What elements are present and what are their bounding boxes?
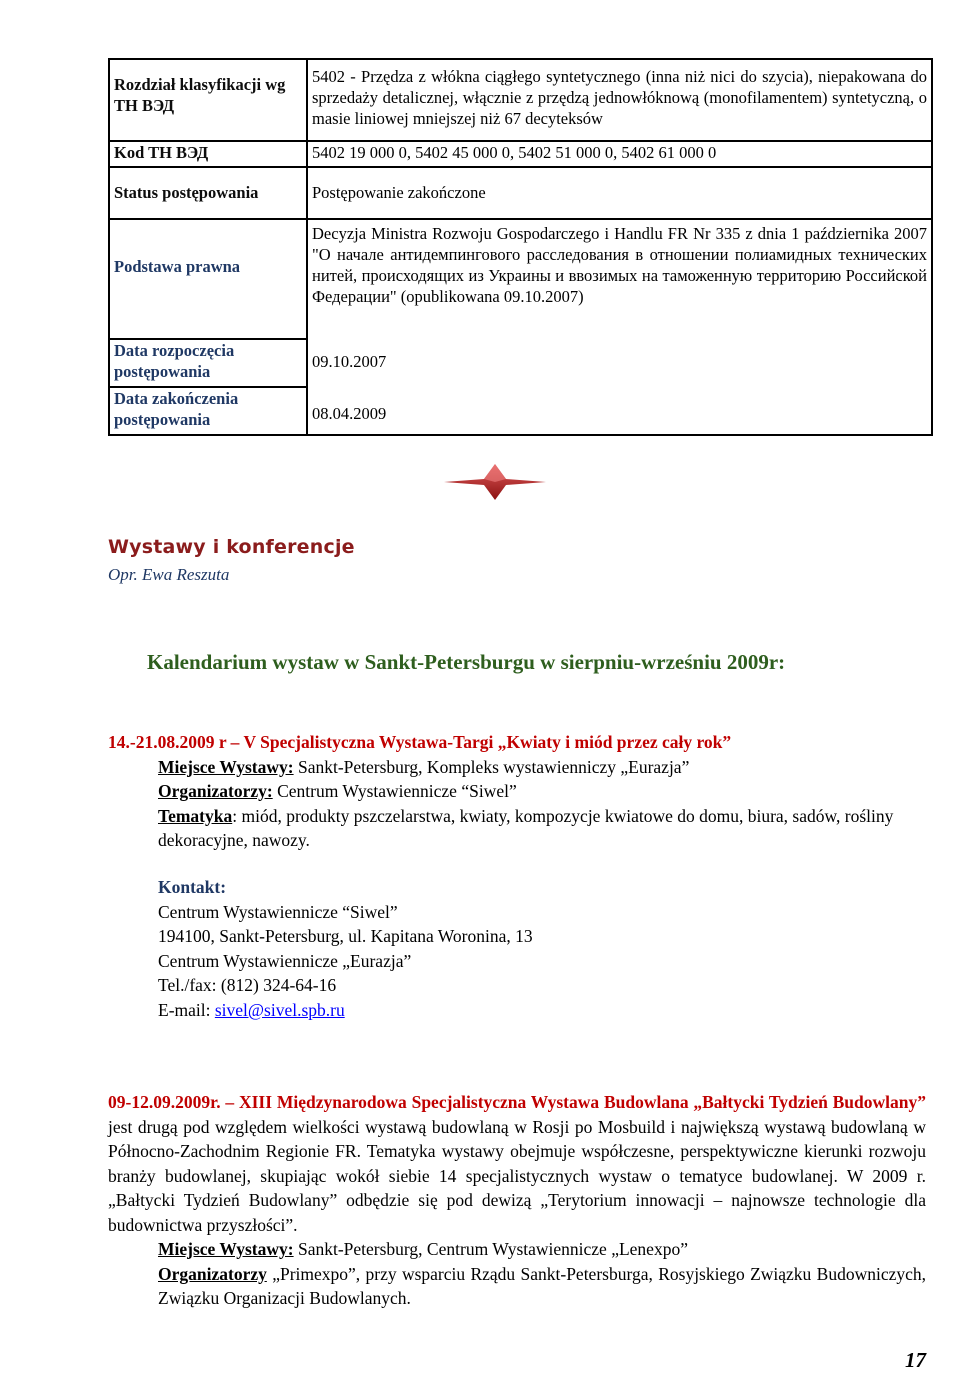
ornament-star-icon <box>444 464 546 500</box>
calendar-title: Kalendarium wystaw w Sankt-Petersburgu w sierpniu-wrześniu 2009r: <box>147 650 786 674</box>
case-info-table <box>108 58 933 436</box>
contact-line-4: Tel./fax: (812) 324-64-16 <box>158 975 337 995</box>
start-date-value: 09.10.2007 <box>307 339 932 387</box>
event-1-organizers: Organizatorzy: Centrum Wystawiennicze “Siwel” <box>158 781 517 801</box>
contact-email-line: E-mail: sivel@sivel.spb.ru <box>158 999 345 1020</box>
author-name: Ewa Reszuta <box>142 565 230 584</box>
end-date-value: 08.04.2009 <box>307 387 932 435</box>
author-line <box>108 565 229 585</box>
event-2 <box>108 1090 926 1311</box>
contact-label: Kontakt: <box>158 877 227 897</box>
event-1 <box>108 730 926 853</box>
contact-line-2: 194100, Sankt-Petersburg, ul. Kapitana Woronina, 13 <box>158 926 533 946</box>
legal-basis-label: Podstawa prawna <box>109 219 307 339</box>
contact-line-1: Centrum Wystawiennicze “Siwel” <box>158 901 398 922</box>
code-label: Kod TH ВЭД <box>109 141 307 167</box>
author-prefix: Opr. <box>108 565 138 584</box>
status-value: Postępowanie zakończone <box>307 167 932 219</box>
event-1-topic: Tematyka: miód, produkty pszczelarstwa, kwiaty, kompozycje kwiatowe do domu, biura, sadów, rośliny dekoracyjne, nawozy. <box>158 805 894 850</box>
legal-basis-value: Decyzja Ministra Rozwoju Gospodarczego i Handlu FR Nr 335 z dnia 1 października 2007 "О начале антидемпингового расследования в отношении полиамидных технических нитей, происходящих из Украины и ввозимых на таможенную территорию Российской Федерации" (opublikowana 09.10.2007) <box>307 219 932 339</box>
page-number: 17 <box>905 1348 926 1372</box>
end-date-label: Data zakończenia postępowania <box>109 387 307 435</box>
event-1-place: Miejsce Wystawy: Sankt-Petersburg, Kompleks wystawienniczy „Eurazja” <box>158 756 690 777</box>
code-value: 5402 19 000 0, 5402 45 000 0, 5402 51 000 0, 5402 61 000 0 <box>307 141 932 167</box>
event-2-organizers: Organizatorzy „Primexpo”, przy wsparciu Rządu Sankt-Petersburga, Rosyjskiego Związku Budowniczych, Związku Organizacji Budowlanych. <box>158 1263 926 1308</box>
start-date-label: Data rozpoczęcia postępowania <box>109 339 307 387</box>
section-title: Wystawy i konferencje <box>108 536 355 558</box>
status-label: Status postępowania <box>109 167 307 219</box>
event-1-headline: 14.-21.08.2009 r – V Specjalistyczna Wystawa-Targi „Kwiaty i miód przez cały rok” <box>108 732 732 752</box>
classification-value: 5402 - Przędza z włókna ciągłego syntetycznego (inna niż nici do szycia), niepakowana do sprzedaży detalicznej, włącznie z przędzą jednowłóknową (monofilamentem) syntetyczną, o masie liniowej mniejszej niż 67 decyteksów <box>307 59 932 141</box>
contact-line-3: Centrum Wystawiennicze „Eurazja” <box>158 950 412 971</box>
contact-block <box>158 875 533 1022</box>
event-2-place: Miejsce Wystawy: Sankt-Petersburg, Centrum Wystawiennicze „Lenexpo” <box>158 1239 688 1259</box>
event-2-description: 09-12.09.2009r. – XIII Międzynarodowa Specjalistyczna Wystawa Budowlana „Bałtycki Tydzień Budowlany” jest drugą pod względem wielkości wystawą budowlaną w Rosji po Mosbuild i największą wystawą budowlaną w Północno-Zachodnim Regionie FR. Tematyka wystawy obejmuje współczesne, perspektywiczne kierunki rozwoju branży budowlanej, skupiając wokół siebie 14 specjalistycznych wystaw o tematyce budowlanej. W 2009 r. „Bałtycki Tydzień Budowlany” odbędzie się pod dewizą „Terytorium innowacji – najnowsze technologie dla budownictwa przyszłości”. <box>108 1092 926 1235</box>
classification-label: Rozdział klasyfikacji wg TH BЭД <box>109 59 307 141</box>
email-link[interactable]: sivel@sivel.spb.ru <box>214 999 345 1020</box>
